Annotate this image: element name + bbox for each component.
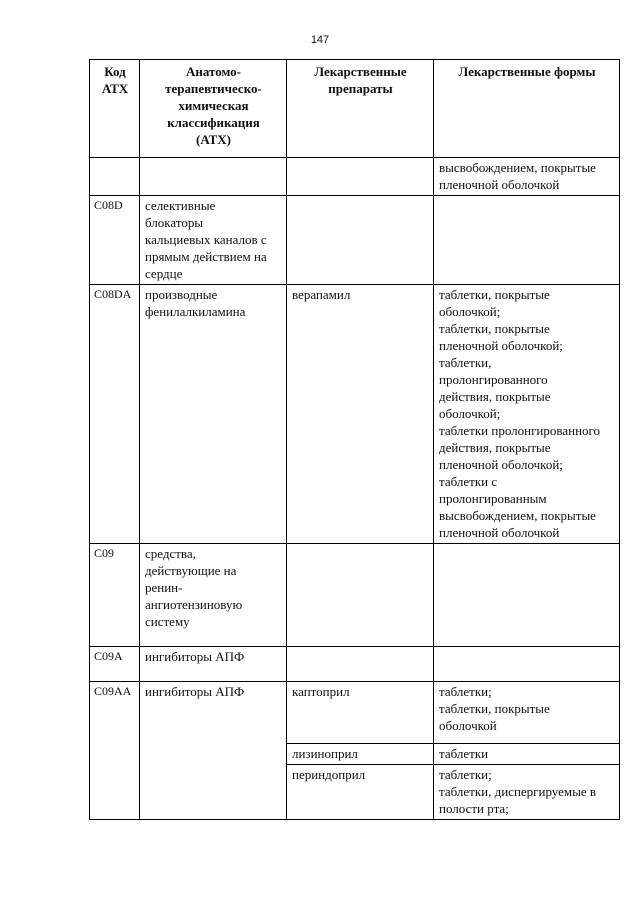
- cell-code: C08DA: [90, 285, 140, 544]
- header-forms: Лекарственные формы: [434, 60, 620, 158]
- cell-classification: средства, действующие на ренин- ангиотензиновую систему: [140, 544, 287, 647]
- cell-classification: ингибиторы АПФ: [140, 682, 287, 744]
- table-row: [90, 765, 620, 820]
- cell-drug: периндоприл: [287, 765, 434, 820]
- table-row: [90, 196, 620, 285]
- cell-drug: [287, 196, 434, 285]
- atx-table: [89, 59, 620, 820]
- cell-forms: высвобождением, покрытые пленочной оболочкой: [434, 158, 620, 196]
- header-classification: Анатомо- терапевтическо- химическая классификация (АТХ): [140, 60, 287, 158]
- cell-code: [90, 158, 140, 196]
- cell-code: C09AA: [90, 682, 140, 744]
- cell-forms: таблетки, покрытые оболочкой; таблетки, покрытые пленочной оболочкой; таблетки, пролонгированного действия, покрытые оболочкой; таблетки пролонгированного действия, покрытые пленочной оболочкой; таблетки с пролонгированным высвобождением, покрытые пленочной оболочкой: [434, 285, 620, 544]
- table-row: [90, 744, 620, 765]
- cell-drug: [287, 647, 434, 682]
- cell-forms: [434, 196, 620, 285]
- header-drugs: Лекарственные препараты: [287, 60, 434, 158]
- table-row: [90, 647, 620, 682]
- table-header-row: [90, 60, 620, 158]
- cell-classification: ингибиторы АПФ: [140, 647, 287, 682]
- cell-drug: [287, 544, 434, 647]
- cell-code: C09: [90, 544, 140, 647]
- cell-classification: [140, 744, 287, 765]
- cell-code: [90, 744, 140, 765]
- table-row: [90, 285, 620, 544]
- cell-code: C08D: [90, 196, 140, 285]
- cell-drug: каптоприл: [287, 682, 434, 744]
- table-row: [90, 158, 620, 196]
- cell-drug: верапамил: [287, 285, 434, 544]
- cell-classification: производные фенилалкиламина: [140, 285, 287, 544]
- cell-drug: [287, 158, 434, 196]
- cell-forms: [434, 544, 620, 647]
- cell-forms: таблетки: [434, 744, 620, 765]
- cell-forms: таблетки; таблетки, диспергируемые в полости рта;: [434, 765, 620, 820]
- cell-classification: [140, 158, 287, 196]
- header-code: Код АТХ: [90, 60, 140, 158]
- cell-code: C09A: [90, 647, 140, 682]
- cell-forms: таблетки; таблетки, покрытые оболочкой: [434, 682, 620, 744]
- cell-drug: лизиноприл: [287, 744, 434, 765]
- table-row: [90, 682, 620, 744]
- table-row: [90, 544, 620, 647]
- cell-classification: [140, 765, 287, 820]
- cell-code: [90, 765, 140, 820]
- cell-classification: селективные блокаторы кальциевых каналов с прямым действием на сердце: [140, 196, 287, 285]
- page-number: 147: [310, 34, 330, 46]
- cell-forms: [434, 647, 620, 682]
